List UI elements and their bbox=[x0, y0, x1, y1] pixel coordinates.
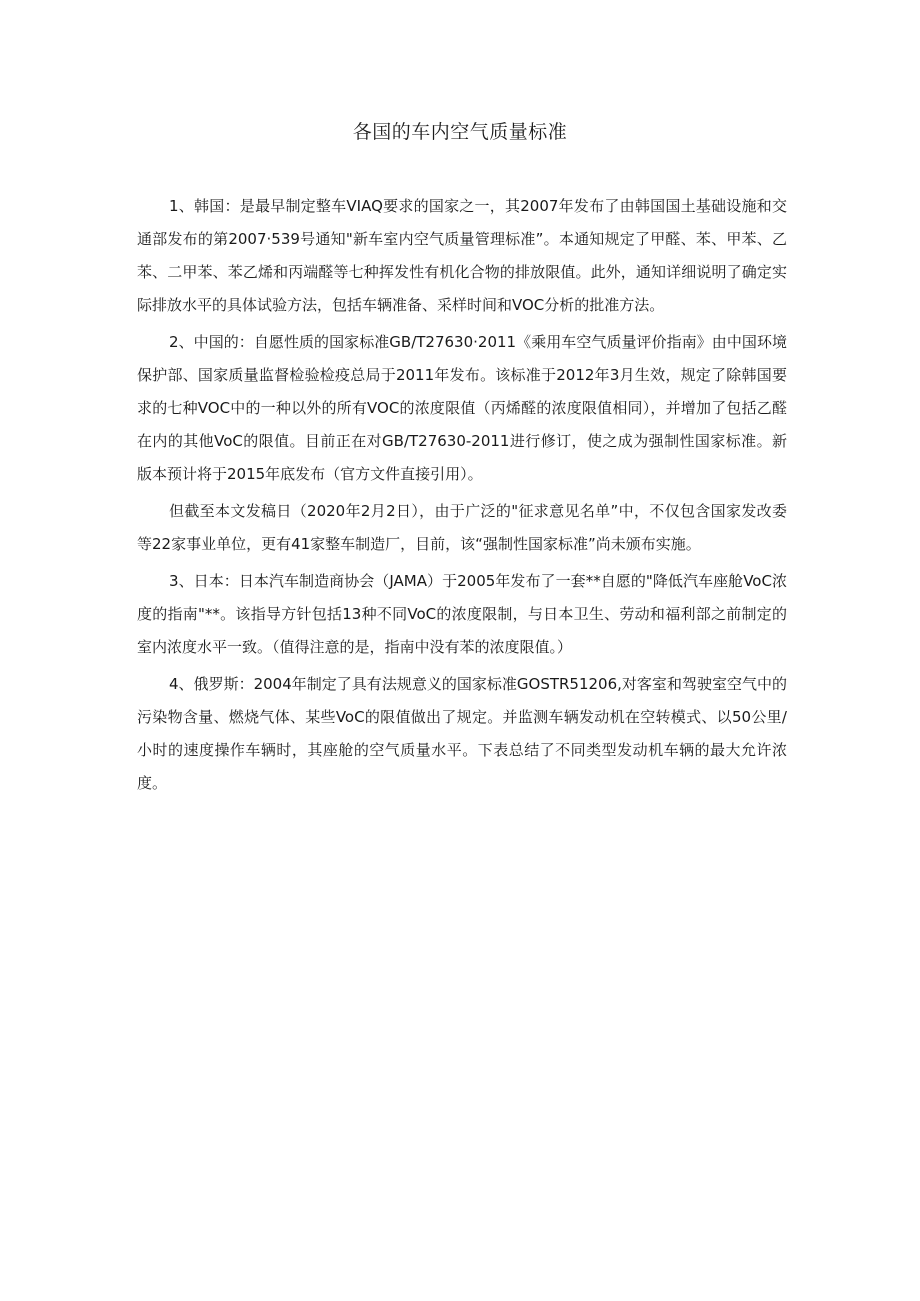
paragraph-russia: 4、俄罗斯：2004年制定了具有法规意义的国家标准GOSTR51206,对客室和驾驶室空气中的污染物含量、燃烧气体、某些VoC的限值做出了规定。并监测车辆发动机在空转模式、以50公里/小时的速度操作车辆时，其座舱的空气质量水平。下表总结了不同类型发动机车辆的最大允许浓度。 bbox=[137, 675, 787, 792]
document-title: 各国的车内空气质量标准 bbox=[352, 121, 568, 143]
paragraph-china: 2、中国的：自愿性质的国家标准GB/T27630·2011《乘用车空气质量评价指南》由中国环境保护部、国家质量监督检验检疫总局于2011年发布。该标准于2012年3月生效，规定了除韩国要求的七种VOC中的一种以外的所有VOC的浓度限值（丙烯醛的浓度限值相同），并增加了包括乙醛在内的其他VoC的限值。目前正在对GB/T27630-2011进行修订，使之成为强制性国家标准。新版本预计将于2015年底发布（官方文件直接引用）。 bbox=[137, 333, 787, 483]
paragraph-korea: 1、韩国：是最早制定整车VIAQ要求的国家之一，其2007年发布了由韩国国土基础设施和交通部发布的第2007·539号通知"新车室内空气质量管理标准”。本通知规定了甲醛、苯、甲苯、乙苯、二甲苯、苯乙烯和丙端醛等七种挥发性有机化合物的排放限值。此外，通知详细说明了确定实际排放水平的具体试验方法，包括车辆准备、采样时间和VOC分析的批准方法。 bbox=[137, 197, 787, 314]
paragraph-china-status: 但截至本文发稿日（2020年2月2日），由于广泛的"征求意见名单”中，不仅包含国家发改委等22家事业单位，更有41家整车制造厂，目前，该“强制性国家标准”尚未颁布实施。 bbox=[137, 502, 787, 553]
document-body bbox=[137, 190, 787, 800]
paragraph-japan: 3、日本：日本汽车制造商协会（JAMA）于2005年发布了一套**自愿的"降低汽车座舱VoC浓度的指南"**。该指导方针包括13种不同VoC的浓度限制，与日本卫生、劳动和福利部之前制定的室内浓度水平一致。（值得注意的是，指南中没有苯的浓度限值。） bbox=[137, 572, 787, 656]
